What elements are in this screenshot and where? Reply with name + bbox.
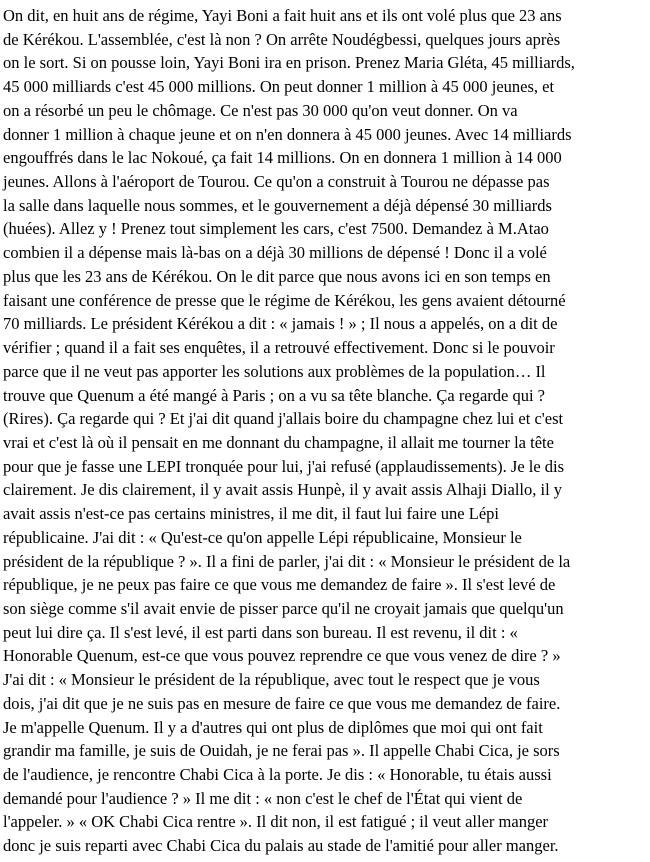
text-line: combien il a dépense mais là-bas on a déjà 30 millions de dépensé ! Donc il a volé bbox=[3, 243, 547, 263]
text-line: président de la république ? ». Il a fini de parler, j'ai dit : « Monsieur le président de la bbox=[3, 551, 571, 571]
text-line: clairement. Je dis clairement, il y avait assis Hunpè, il y avait assis Alhaji Diallo, il y bbox=[3, 480, 563, 500]
text-line: républicaine. J'ai dit : « Qu'est-ce qu'on appelle Lépi républicaine, Monsieur le bbox=[3, 527, 522, 547]
text-line: de l'audience, je rencontre Chabi Cica à la porte. Je dis : « Honorable, tu étais aussi bbox=[3, 765, 552, 784]
text-line: peut lui dire ça. Il s'est levé, il est parti dans son bureau. Il est revenu, il dit : « bbox=[3, 622, 518, 642]
text-line: république, je ne peux pas faire ce que vous me demandez de faire ». Il s'est levé de bbox=[3, 575, 556, 595]
text-line: on le sort. Si on pousse loin, Yayi Boni ira en prison. Prenez Maria Gléta, 45 milliards, bbox=[3, 53, 575, 73]
text-line: de Kérékou. L'assemblée, c'est là non ? On arrête Noudégbessi, quelques jours après bbox=[3, 29, 561, 49]
text-line: avait assis n'est-ce pas certains ministres, il me dit, il faut lui faire une Lépi bbox=[3, 504, 499, 524]
text-line: grandir ma famille, je suis de Ouidah, je ne ferai pas ». Il appelle Chabi Cica, je sors bbox=[3, 741, 560, 761]
text-line: donner 1 million à chaque jeune et on n'en donnera à 45 000 jeunes. Avec 14 milliards bbox=[3, 124, 572, 144]
text-line: (huées). Allez y ! Prenez tout simplement les cars, c'est 7500. Demandez à M.Atao bbox=[3, 219, 549, 239]
text-line: jeunes. Allons à l'aéroport de Tourou. Ce qu'on a construit à Tourou ne dépasse pas bbox=[3, 172, 550, 192]
text-line: donc je suis reparti avec Chabi Cica du palais au stade de l'amitié pour aller manger. bbox=[3, 836, 559, 856]
text-line: (Rires). Ça regarde qui ? Et j'ai dit quand j'allais boire du champagne chez lui et c'est bbox=[3, 409, 564, 429]
text-line: On dit, en huit ans de régime, Yayi Boni a fait huit ans et ils ont volé plus que 23 ans bbox=[3, 6, 562, 25]
text-line: on a résorbé un peu le chômage. Ce n'est pas 30 000 qu'on veut donner. On va bbox=[3, 100, 518, 120]
text-line: dois, j'ai dit que je ne suis pas en mesure de faire ce que vous me demandez de faire. bbox=[3, 693, 561, 713]
text-line: plus que les 23 ans de Kérékou. On le dit parce que nous avons ici en son temps en bbox=[3, 266, 551, 286]
text-line: l'appeler. » « OK Chabi Cica rentre ». Il dit non, il est fatigué ; il veut aller manger bbox=[3, 812, 549, 832]
text-line: J'ai dit : « Monsieur le président de la république, avec tout le respect que je vous bbox=[3, 670, 540, 690]
text-line: pour que je fasse une LEPI tronquée pour lui, j'ai refusé (applaudissements). Je le dis bbox=[3, 456, 565, 476]
text-line: trouve que Quenum a été mangé à Paris ; on a vu sa tête blanche. Ça regarde qui ? bbox=[3, 385, 546, 405]
text-line: Honorable Quenum, est-ce que vous pouvez reprendre ce que vous venez de dire ? » bbox=[3, 646, 561, 666]
text-line: 45 000 milliards c'est 45 000 millions. On peut donner 1 million à 45 000 jeunes, et bbox=[3, 77, 555, 97]
text-line: vérifier ; quand il a fait ses enquêtes, il a retrouvé effectivement. Donc si le pouvoir bbox=[3, 338, 555, 358]
text-line: Je m'appelle Quenum. Il y a d'autres qui ont plus de diplômes que moi qui ont fait bbox=[3, 717, 543, 737]
text-line: la salle dans laquelle nous sommes, et le gouvernement a déjà dépensé 30 milliards bbox=[3, 195, 552, 215]
text-line: faisant une conférence de presse que le régime de Kérékou, les gens avaient détourné bbox=[3, 290, 566, 310]
text-line: son siège comme s'il avait envie de pisser parce qu'il ne croyait jamais que quelqu'un bbox=[3, 598, 564, 618]
text-line: 70 milliards. Le président Kérékou a dit : « jamais ! » ; Il nous a appelés, on a dit de bbox=[3, 314, 558, 334]
text-line: parce que il ne veut pas apporter les solutions aux problèmes de la population… Il bbox=[3, 361, 546, 381]
text-line: engouffrés dans le lac Nokoué, ça fait 14 millions. On en donnera 1 million à 14 000 bbox=[3, 148, 562, 168]
text-line: demandé pour l'audience ? » Il me dit : « non c'est le chef de l'État qui vient de bbox=[3, 788, 523, 808]
text-line: vrai et c'est là où il pensait en me donnant du champagne, il allait me tourner la tête bbox=[3, 432, 554, 452]
